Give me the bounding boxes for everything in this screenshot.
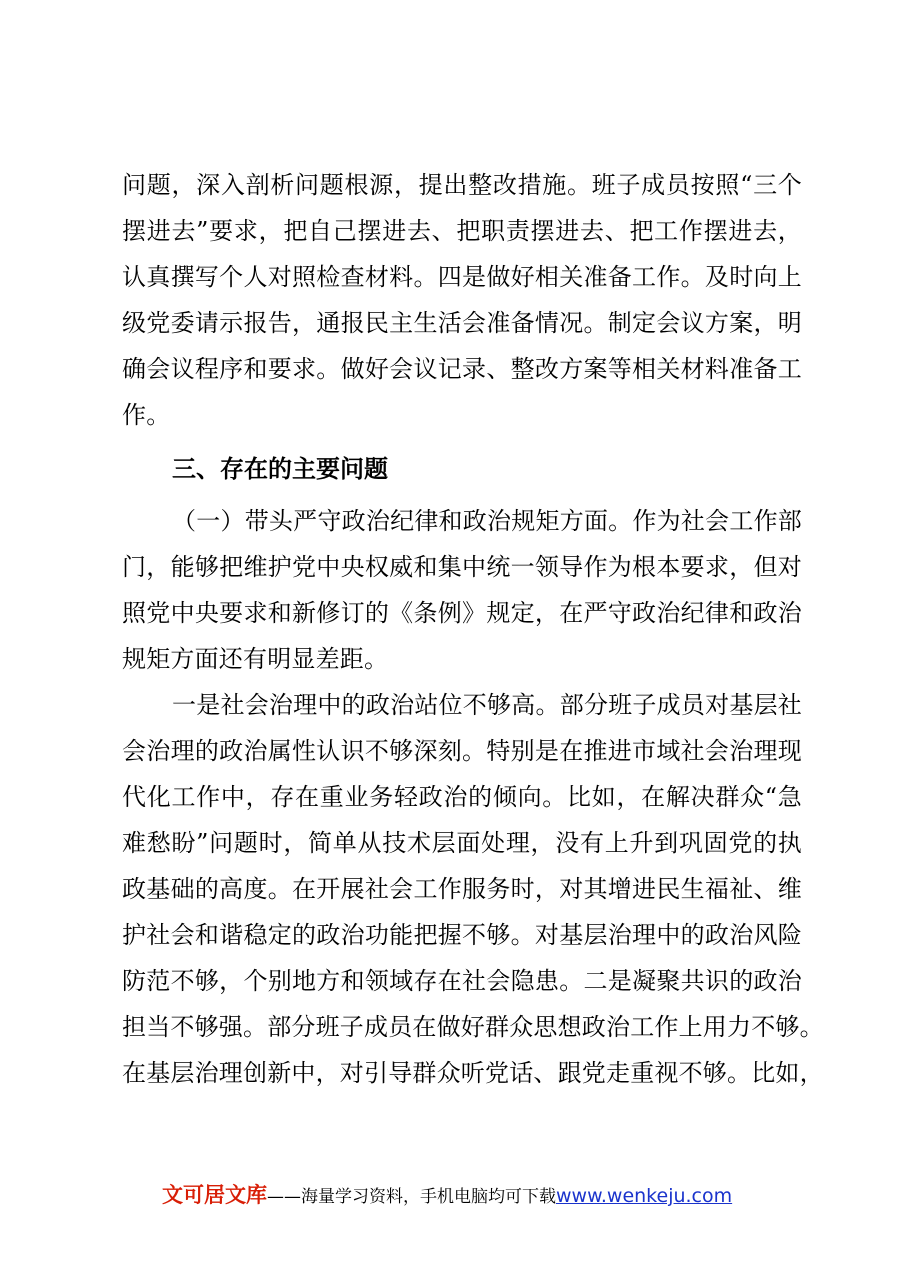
subsection-line: 照党中央要求和新修订的《条例》规定，在严守政治纪律和政治: [122, 599, 802, 627]
paragraph-line: 摆进去”要求，把自己摆进去、把职责摆进去、把工作摆进去，: [122, 217, 802, 245]
subsection-line: 规矩方面还有明显差距。: [122, 645, 389, 673]
body-line: 防范不够，个别地方和领域存在社会隐患。二是凝聚共识的政治: [122, 967, 802, 995]
body-line: 在基层治理创新中，对引导群众听党话、跟党走重视不够。比如，: [122, 1059, 824, 1087]
footer-slogan: ——海量学习资料，手机电脑均可下载: [267, 1187, 556, 1207]
footer-brand: 文可居文库: [162, 1183, 267, 1207]
body-line: 政基础的高度。在开展社会工作服务时，对其增进民生福祉、维: [122, 875, 802, 903]
body-line: 难愁盼”问题时，简单从技术层面处理，没有上升到巩固党的执: [122, 829, 802, 857]
body-line: 代化工作中，存在重业务轻政治的倾向。比如，在解决群众“急: [122, 783, 802, 811]
body-line: 会治理的政治属性认识不够深刻。特别是在推进市域社会治理现: [122, 737, 802, 765]
paragraph-line: 确会议程序和要求。做好会议记录、整改方案等相关材料准备工: [122, 355, 802, 383]
paragraph-line: 认真撰写个人对照检查材料。四是做好相关准备工作。及时向上: [122, 263, 802, 291]
paragraph-line: 级党委请示报告，通报民主生活会准备情况。制定会议方案，明: [122, 309, 802, 337]
footer-url-link[interactable]: www.wenkeju.com: [556, 1185, 733, 1207]
paragraph-line: 问题，深入剖析问题根源，提出整改措施。班子成员按照“三个: [122, 171, 802, 199]
subsection-line: （一）带头严守政治纪律和政治规矩方面。作为社会工作部: [172, 507, 802, 535]
body-line: 护社会和谐稳定的政治功能把握不够。对基层治理中的政治风险: [122, 921, 802, 949]
subsection-line: 门，能够把维护党中央权威和集中统一领导作为根本要求，但对: [122, 553, 802, 581]
paragraph-line: 作。: [122, 401, 171, 429]
footer: [162, 1182, 732, 1210]
body-line: 一是社会治理中的政治站位不够高。部分班子成员对基层社: [172, 691, 802, 719]
body-line: 担当不够强。部分班子成员在做好群众思想政治工作上用力不够。: [122, 1013, 824, 1041]
section-heading: 三、存在的主要问题: [172, 455, 388, 483]
